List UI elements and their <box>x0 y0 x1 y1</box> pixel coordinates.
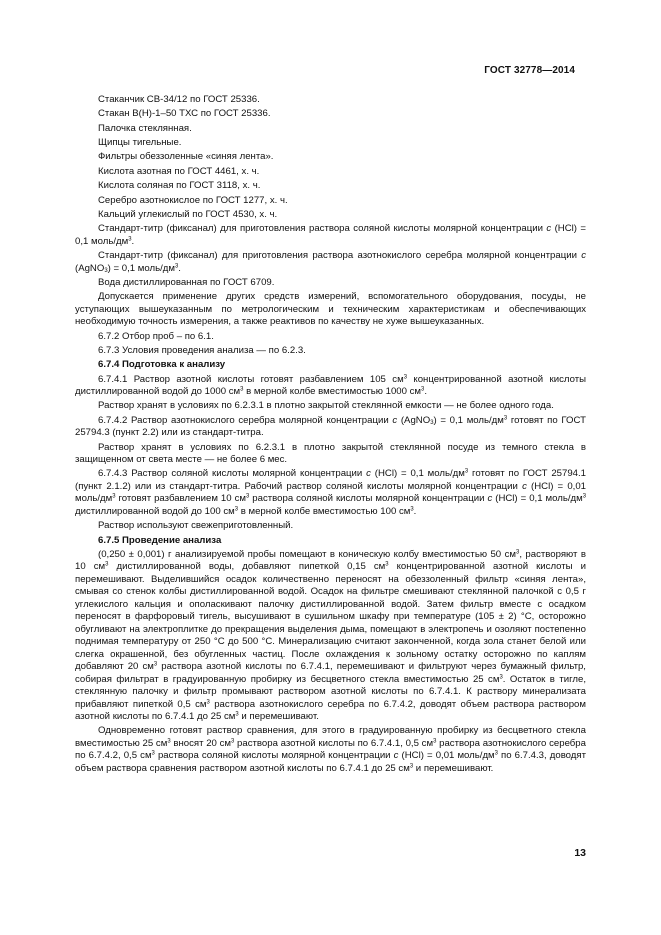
section-6-7-3: 6.7.3 Условия проведения анализа — по 6.2.3. <box>98 344 306 356</box>
document-header: ГОСТ 32778—2014 <box>484 65 575 76</box>
equipment-item: Кальций углекислый по ГОСТ 4530, х. ч. <box>98 208 278 220</box>
paragraph-std-titer-agno3: Стандарт-титр (фиксанал) для приготовления раствора азотнокислого серебра молярной концентрации c (AgNO$_3$) = 0,1 моль/$дм^3$. <box>75 250 586 274</box>
equipment-item: Стакан В(Н)-1–50 ТХС по ГОСТ 25336. <box>98 108 271 120</box>
paragraph-reference-solution: Одновременно готовят раствор сравнения, для этого в градуированную пробирку из бесцветного стекла вместимостью 25 $см^3$ вносят 20 $см^3$ раствора азотной кислоты по 6.7.4.1, 0,5 $см^3$ раствора азотнокислого серебра по 6.7.4.2, 0,5 $см^3$ раствора соляной кислоты молярной концентрации c (HCl) = 0,01 моль/$дм^3$ по 6.7.4.3, доводят объем раствора сравнения раствором азотной кислоты по 6.7.4.1 до 25 $см^3$ и перемешивают. <box>75 725 586 774</box>
paragraph-water: Вода дистиллированная по ГОСТ 6709. <box>98 276 275 288</box>
equipment-item: Стаканчик СВ-34/12 по ГОСТ 25336. <box>98 94 260 105</box>
equipment-item: Кислота соляная по ГОСТ 3118, х. ч. <box>98 180 261 192</box>
section-6-7-2: 6.7.2 Отбор проб – по 6.1. <box>98 330 214 342</box>
paragraph-storage-2: Раствор хранят в условиях по 6.2.3.1 в плотно закрытой стеклянной посуде из темного стекла в защищенном от света месте — не более 6 мес. <box>75 441 586 466</box>
equipment-item: Щипцы тигельные. <box>98 137 182 149</box>
equipment-item: Фильтры обеззоленные «синяя лента». <box>98 151 274 163</box>
paragraph-allowance: Допускается применение других средств измерений, вспомогательного оборудования, посуды, не уступающих вышеуказанным по метрологическим и техническим характеристикам и обеспечивающих необходимую точность измерения, а также реактивов по качеству не хуже вышеуказанных. <box>75 291 586 328</box>
document-body <box>75 94 586 777</box>
paragraph-analysis: (0,250 ± 0,001) г анализируемой пробы помещают в коническую колбу вместимостью 50 $см^3$, растворяют в 10 $см^3$ дистиллированной воды, добавляют пипеткой 0,15 $см^3$ концентрированной азотной кислоты и перемешивают. Выделившийся осадок количественно переносят на обеззоленный фильтр «синяя лента», смывая со стенок колбы дистиллированной водой. Осадок на фильтре смешивают стеклянной палочкой с 0,5 г углекислого кальция и ополаскивают палочку дистиллированной водой. Затем фильтр вместе с осадком переносят в фарфоровый тигель, высушивают в сушильном шкафу при температуре (105 ± 2) °С, осторожно обугливают на электроплитке до прекращения выделения дыма, помещают в электропечь и озоляют постепенно поднимая температуру от 250 °С до 500 °С. Минерализацию считают законченной, когда зола станет белой или слегка окрашенной, без обугленных частиц. После охлаждения к зольному остатку осторожно по каплям добавляют 20 $см^3$ раствора азотной кислоты по 6.7.4.1, перемешивают и фильтруют через бумажный фильтр, собирая фильтрат в градуированную пробирку из бесцветного стекла вместимостью 25 $см^3$. Остаток в тигле, стеклянную палочку и фильтр промывают раствором азотной кислоты по 6.7.4.1. К раствору минерализата прибавляют пипеткой 0,5 $см^3$ раствора азотнокислого серебра по 6.7.4.2, доводят объем раствора раствором азотной кислоты по 6.7.4.1 до 25 $см^3$ и перемешивают. <box>75 548 587 723</box>
paragraph-fresh: Раствор используют свежеприготовленный. <box>98 520 294 532</box>
paragraph-storage-1: Раствор хранят в условиях по 6.2.3.1 в плотно закрытой стеклянной емкости — не более одного года. <box>98 400 554 412</box>
section-6-7-4-title: 6.7.4 Подготовка к анализу <box>98 359 226 371</box>
equipment-item: Кислота азотная по ГОСТ 4461, х. ч. <box>98 165 260 177</box>
equipment-list <box>75 94 586 221</box>
paragraph-std-titer-hcl: Стандарт-титр (фиксанал) для приготовления раствора соляной кислоты молярной концентрации c (HCl) = 0,1 моль/$дм^3$. <box>75 223 586 247</box>
section-6-7-4-3: 6.7.4.3 Раствор соляной кислоты молярной концентрации c (HCl) = 0,1 моль/$дм^3$ готовят по ГОСТ 25794.1 (пункт 2.1.2) или из стандарт-титра. Рабочий раствор соляной кислоты молярной концентрации c (HCl) = 0,01 моль/$дм^3$ готовят разбавлением 10 $см^3$ раствора соляной кислоты молярной концентрации c (HCl) = 0,1 моль/$дм^3$ дистиллированной водой до 100 $см^3$ в мерной колбе вместимостью 100 $см^3$. <box>75 468 587 517</box>
section-6-7-4-1: 6.7.4.1 Раствор азотной кислоты готовят разбавлением 105 $см^3$ концентрированной азотной кислоты дистиллированной водой до 1000 $см^3$ в мерной колбе вместимостью 1000 $см^3$. <box>75 373 586 398</box>
page-number: 13 <box>574 847 586 859</box>
section-6-7-4-2: 6.7.4.2 Раствор азотнокислого серебра молярной концентрации c (AgNO$_3$) = 0,1 моль/$дм^3$ готовят по ГОСТ 25794.3 (пункт 2.2) или из стандарт-титра. <box>75 414 586 439</box>
section-6-7-5-title: 6.7.5 Проведение анализа <box>98 534 222 546</box>
equipment-item: Палочка стеклянная. <box>98 122 192 134</box>
equipment-item: Серебро азотнокислое по ГОСТ 1277, х. ч. <box>98 194 288 206</box>
